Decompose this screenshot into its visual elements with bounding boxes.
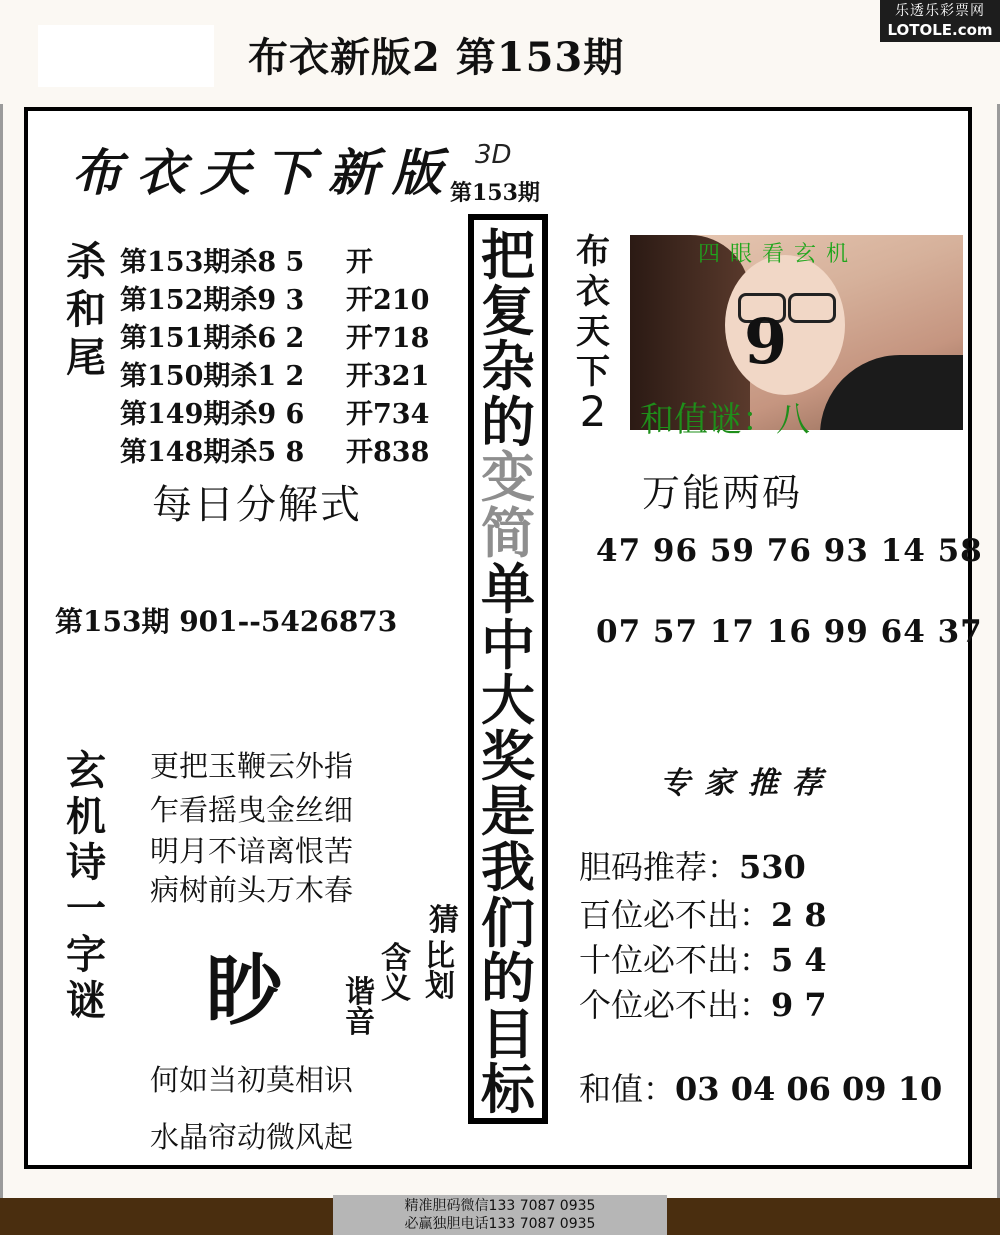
- universal-two-code-title: 万能两码: [642, 471, 803, 515]
- side-brand-char: 布: [576, 232, 610, 272]
- hint-column: [424, 939, 456, 1004]
- side-brand-char: 天: [576, 312, 610, 352]
- kill-tail-issue: 第149期杀9 6: [120, 399, 305, 430]
- kill-tail-row: [120, 396, 436, 434]
- sum-value-numbers: 03 04 06 09 10: [675, 1070, 943, 1108]
- daily-decomposition-formula: 第153期 901--5426873: [55, 605, 398, 638]
- brand-title: 布衣天下新版: [72, 144, 456, 202]
- kill-tail-issue: 第153期杀8 5: [120, 247, 305, 278]
- brand-tag: 3D: [475, 140, 512, 170]
- expert-line: [579, 935, 827, 981]
- footer-contact-box: [333, 1195, 667, 1235]
- kill-tail-issue: 第150期杀1 2: [120, 361, 305, 392]
- hint-char: 比: [425, 939, 455, 974]
- expert-line: [579, 842, 806, 888]
- banner-char: 中: [481, 613, 535, 677]
- expert-line-value: 530: [739, 848, 806, 886]
- kill-tail-row: [120, 434, 436, 472]
- expert-recommend-title: 专家推荐: [660, 766, 836, 801]
- banner-char: 变: [481, 446, 535, 510]
- riddle-character: 眇: [206, 946, 282, 1035]
- kill-tail-open: 开838: [346, 437, 430, 468]
- poem-line: 明月不谙离恨苦: [150, 834, 354, 868]
- expert-line-value: 2 8: [771, 896, 827, 934]
- hint-char: 划: [425, 969, 455, 1004]
- expert-line-value: 9 7: [771, 986, 827, 1024]
- banner-char: 单: [481, 557, 535, 621]
- poem-line: 病树前头万木春: [150, 873, 354, 907]
- closing-poem-line: 何如当初莫相识: [150, 1063, 354, 1097]
- kill-tail-label: [62, 238, 110, 382]
- center-slogan-banner: [468, 214, 548, 1124]
- kill-tail-open: 开734: [346, 399, 430, 430]
- banner-char: 是: [481, 780, 535, 844]
- kill-tail-issue: 第151期杀6 2: [120, 323, 305, 354]
- poem-label-char: 诗: [66, 840, 106, 886]
- hint-char: 含: [381, 941, 411, 976]
- kill-tail-row: [120, 244, 436, 282]
- kill-tail-row: [120, 282, 436, 320]
- banner-char: 我: [481, 836, 535, 900]
- banner-char: 的: [481, 947, 535, 1011]
- kill-tail-table: [120, 244, 436, 472]
- poem-label-char: 谜: [66, 978, 106, 1024]
- footer-phone-line: 必赢独胆电话133 7087 0935: [404, 1216, 596, 1232]
- hint-char: 义: [381, 971, 411, 1006]
- hint-column: [428, 903, 460, 938]
- kill-tail-open: 开: [346, 247, 373, 278]
- poem-label-char: 玄: [66, 748, 106, 794]
- brand-issue: 第153期: [450, 180, 540, 206]
- footer-wechat-line: 精准胆码微信133 7087 0935: [404, 1198, 596, 1214]
- banner-char: 把: [481, 224, 535, 287]
- kill-tail-label-char: 杀: [66, 239, 106, 285]
- watermark-bottom-text: LOTOLE.com: [887, 21, 993, 39]
- kill-tail-open: 开321: [346, 361, 430, 392]
- expert-line-label: 胆码推荐：: [579, 848, 740, 886]
- universal-code-row: 07 57 17 16 99 64 37: [596, 614, 983, 650]
- side-brand-char: 衣: [576, 272, 610, 312]
- kill-tail-issue: 第148期杀5 8: [120, 437, 305, 468]
- hint-column: [344, 975, 376, 1040]
- universal-code-row: 47 96 59 76 93 14 58: [596, 533, 983, 569]
- hint-char: 猜: [429, 903, 459, 938]
- banner-char: 简: [481, 501, 535, 565]
- glasses-icon: [788, 293, 836, 323]
- kill-tail-label-char: 尾: [66, 335, 106, 381]
- banner-char: 大: [481, 669, 535, 733]
- expert-line-value: 5 4: [771, 941, 827, 979]
- banner-char: 标: [481, 1058, 535, 1122]
- poem-line: 乍看摇曳金丝细: [150, 793, 354, 827]
- daily-decomposition-title: 每日分解式: [152, 482, 362, 528]
- banner-char: 奖: [481, 724, 535, 788]
- expert-line: [579, 980, 827, 1026]
- kill-tail-row: [120, 358, 436, 396]
- poem-label-char: 机: [66, 794, 106, 840]
- side-brand-number: 2: [579, 387, 607, 436]
- side-brand: [568, 232, 618, 436]
- sum-riddle-caption: 和值谜：八: [640, 400, 810, 440]
- sum-value-line: [579, 1064, 942, 1110]
- expert-line-label: 个位必不出：: [579, 986, 772, 1024]
- photo-number: 9: [744, 305, 788, 378]
- poem-line: 更把玉鞭云外指: [150, 749, 354, 783]
- hint-column: [380, 941, 412, 1006]
- closing-poem-line: 水晶帘动微风起: [150, 1120, 354, 1154]
- banner-char: 的: [481, 390, 535, 454]
- expert-line: [579, 890, 827, 936]
- hint-char: 谐: [345, 975, 375, 1010]
- side-brand-char: 下: [576, 352, 610, 392]
- poem-label-char: 字: [66, 932, 106, 978]
- banner-char: 们: [481, 891, 535, 955]
- expert-line-label: 十位必不出：: [579, 941, 772, 979]
- kill-tail-open: 开210: [346, 285, 430, 316]
- kill-tail-open: 开718: [346, 323, 430, 354]
- photo-shoulder-shape: [820, 355, 963, 430]
- kill-tail-row: [120, 320, 436, 358]
- banner-char: 复: [481, 279, 535, 343]
- header-blank-box: [38, 25, 214, 87]
- page-title: 布衣新版2 第153期: [248, 34, 625, 81]
- banner-char: 杂: [481, 335, 535, 399]
- kill-tail-issue: 第152期杀9 3: [120, 285, 305, 316]
- photo-caption: 四眼看玄机: [698, 242, 859, 267]
- poem-label-char: 一: [66, 886, 106, 932]
- kill-tail-label-char: 和: [66, 287, 106, 333]
- hint-char: 音: [345, 1005, 375, 1040]
- banner-char: 目: [481, 1002, 535, 1066]
- site-watermark: [880, 0, 1000, 42]
- watermark-top-text: 乐透乐彩票网: [895, 3, 985, 19]
- expert-line-label: 百位必不出：: [579, 896, 772, 934]
- sum-value-label: 和值：: [579, 1070, 676, 1108]
- mystery-poem-label: [62, 748, 110, 1024]
